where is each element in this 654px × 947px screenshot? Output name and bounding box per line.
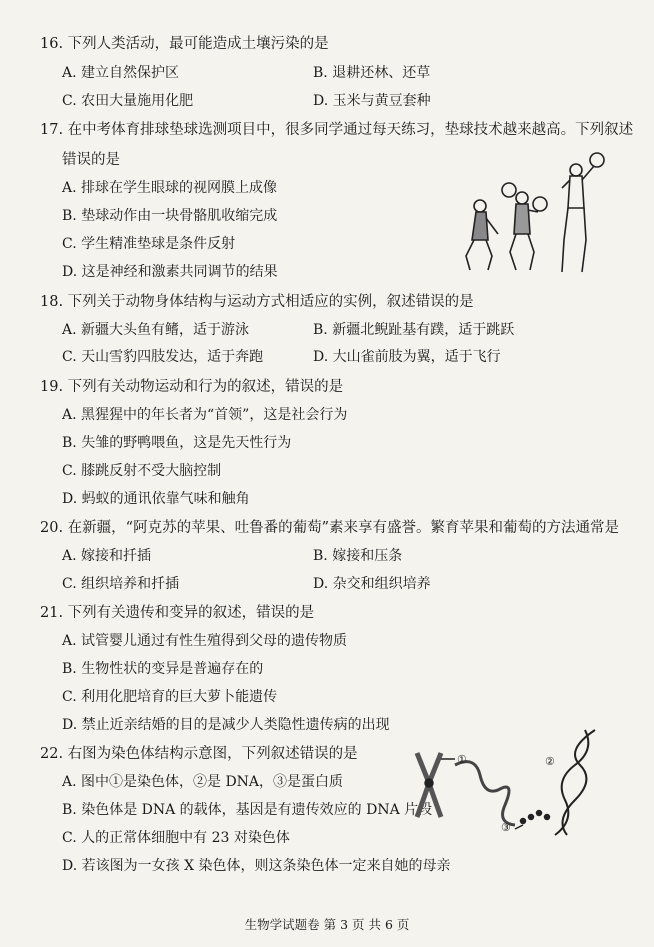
q19-option-d: D. 蚂蚁的通讯依靠气味和触角 [62,491,250,507]
q22-option-b: B. 染色体是 DNA 的载体，基因是有遗传效应的 DNA 片段 [62,802,433,818]
q17-option-d: D. 这是神经和激素共同调节的结果 [62,264,278,280]
q16-option-b: B. 退耕还林、还草 [313,65,431,81]
q22-option-d: D. 若该图为一女孩 X 染色体，则这条染色体一定来自她的母亲 [62,858,451,874]
q20-option-a: A. 嫁接和扦插 [62,548,152,564]
q16-option-c: C. 农田大量施用化肥 [62,93,194,109]
volleyball-ball-icon [590,153,604,167]
label-1: ① [457,753,467,766]
chromosome-structure-figure [405,725,625,850]
q18-option-d: D. 大山雀前肢为翼，适于飞行 [313,349,501,365]
q17-option-c: C. 学生精准垫球是条件反射 [62,236,236,252]
q16-option-a: A. 建立自然保护区 [62,65,180,81]
q18-option-a: A. 新疆大头鱼有鳍，适于游泳 [62,322,250,338]
q21-stem: 21. 下列有关遗传和变异的叙述，错误的是 [40,605,315,621]
q19-option-a: A. 黑猩猩中的年长者为“首领”，这是社会行为 [62,407,348,423]
q17-stem-line1: 17. 在中考体育排球垫球选测项目中，很多同学通过每天练习，垫球技术越来越高。下列叙述 [40,122,634,138]
q20-option-d: D. 杂交和组织培养 [313,576,431,592]
q21-option-c: C. 利用化肥培育的巨大萝卜能遗传 [62,689,278,705]
q21-option-a: A. 试管婴儿通过有性生殖得到父母的遗传物质 [62,633,348,649]
q19-option-c: C. 膝跳反射不受大脑控制 [62,463,222,479]
q22-option-a: A. 图中①是染色体，②是 DNA，③是蛋白质 [62,774,344,790]
q20-stem: 20. 在新疆，“阿克苏的苹果、吐鲁番的葡萄”素来享有盛誉。繁育苹果和葡萄的方法通常是 [40,520,619,536]
q19-stem: 19. 下列有关动物运动和行为的叙述，错误的是 [40,379,344,395]
q18-option-c: C. 天山雪豹四肢发达，适于奔跑 [62,349,264,365]
q20-option-c: C. 组织培养和扦插 [62,576,180,592]
volleyball-ball-icon [502,183,516,197]
q17-option-b: B. 垫球动作由一块骨骼肌收缩完成 [62,208,278,224]
q22-option-c: C. 人的正常体细胞中有 23 对染色体 [62,830,290,846]
q18-stem: 18. 下列关于动物身体结构与运动方式相适应的实例，叙述错误的是 [40,294,474,310]
volleyball-ball-icon [533,197,547,211]
label-3: ③ [501,821,511,834]
q16-option-d: D. 玉米与黄豆套种 [313,93,431,109]
q20-option-b: B. 嫁接和压条 [313,548,403,564]
page-footer: 生物学试题卷 第 3 页 共 6 页 [244,917,410,932]
label-2: ② [545,755,555,768]
q21-option-b: B. 生物性状的变异是普遍存在的 [62,661,264,677]
q19-option-b: B. 失雏的野鸭喂鱼，这是先天性行为 [62,435,292,451]
q17-option-a: A. 排球在学生眼球的视网膜上成像 [62,180,278,196]
q21-option-d: D. 禁止近亲结婚的目的是减少人类隐性遗传病的出现 [62,717,390,733]
volleyball-players-figure [458,148,618,278]
q22-stem: 22. 右图为染色体结构示意图，下列叙述错误的是 [40,746,358,762]
dna-coil-icon [455,762,515,825]
q16-stem: 16. 下列人类活动，最可能造成土壤污染的是 [40,36,329,52]
q17-stem-line2: 错误的是 [62,152,120,168]
double-helix-icon [555,730,588,835]
q18-option-b: B. 新疆北鲵趾基有蹼，适于跳跃 [313,322,515,338]
